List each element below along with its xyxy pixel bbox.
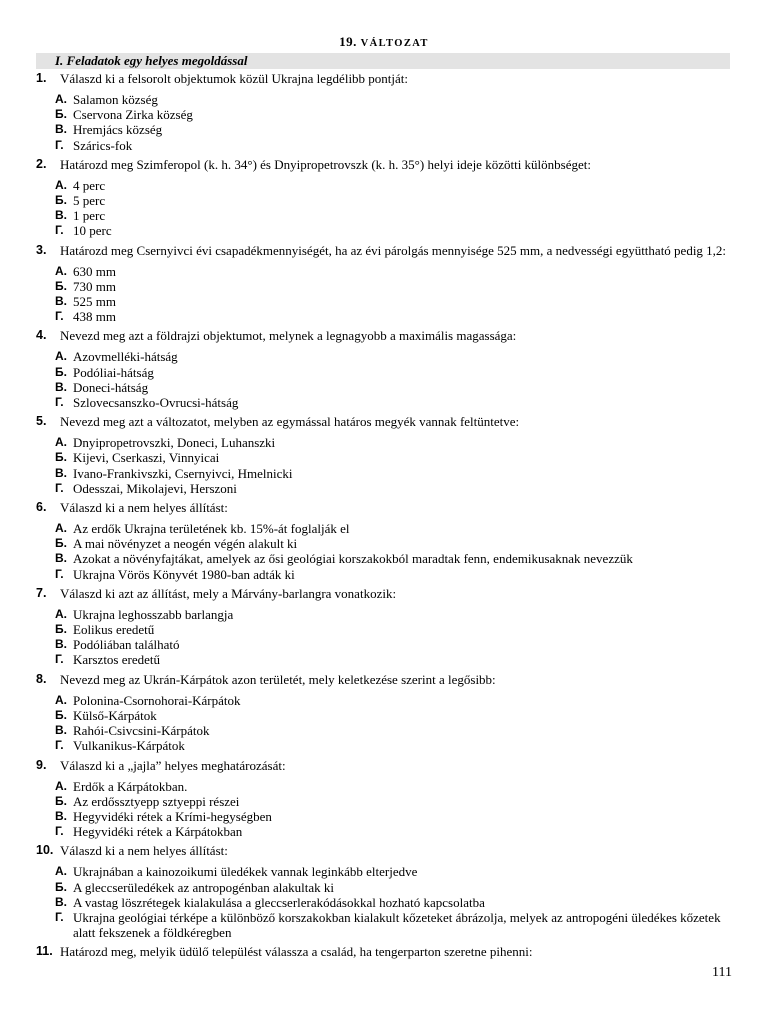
answer-option — [36, 92, 736, 107]
option-letter: В. — [55, 379, 67, 394]
answer-option — [36, 279, 736, 294]
answer-options — [36, 521, 736, 582]
variant-number: 19. — [339, 34, 357, 49]
answer-option — [36, 450, 736, 465]
option-letter: Г. — [55, 223, 64, 238]
option-text: Hegyvidéki rétek a Krími-hegységben — [73, 808, 272, 824]
answer-option — [36, 637, 736, 652]
option-text: Az erdőssztyepp sztyeppi részei — [73, 793, 240, 809]
answer-option — [36, 122, 736, 137]
question-row — [36, 843, 736, 858]
question-row — [36, 243, 736, 258]
question-item — [36, 944, 736, 959]
option-letter: А. — [55, 177, 67, 192]
question-text: Határozd meg, melyik üdülő települést válassza a család, ha tengerparton szeretne pihenni: — [60, 944, 533, 960]
option-text: Azokat a növényfajtákat, amelyek az ősi geológiai korszakokból maradtak fenn, endemikusaknak nevezzük — [73, 551, 633, 567]
option-text: Odesszai, Mikolajevi, Herszoni — [73, 480, 237, 496]
option-letter: А. — [55, 778, 67, 793]
answer-option — [36, 435, 736, 450]
option-letter: Б. — [55, 622, 67, 637]
answer-option — [36, 880, 736, 895]
question-text: Nevezd meg azt a változatot, melyben az egymással határos megyék vannak feltüntetve: — [60, 414, 520, 430]
answer-option — [36, 208, 736, 223]
option-text: 10 perc — [73, 223, 112, 239]
question-number: 11. — [36, 944, 53, 959]
question-number: 10. — [36, 843, 54, 858]
question-number: 1. — [36, 71, 47, 85]
question-list — [36, 71, 736, 965]
option-text: Doneci-hátság — [73, 379, 149, 395]
question-number: 2. — [36, 156, 47, 171]
option-letter: Б. — [55, 536, 67, 551]
section-heading: I. Feladatok egy helyes megoldással — [36, 53, 730, 69]
answer-options — [36, 264, 736, 325]
question-text: Válaszd ki azt az állítást, mely a Márvány-barlangra vonatkozik: — [60, 585, 397, 601]
question-item — [36, 157, 736, 239]
answer-option — [36, 864, 736, 879]
answer-option — [36, 521, 736, 536]
answer-option — [36, 178, 736, 193]
option-letter: Г. — [55, 480, 64, 495]
option-text: Ukrajnában a kainozoikumi üledékek vannak leginkább elterjedve — [73, 864, 418, 880]
question-row — [36, 586, 736, 601]
option-text: 525 mm — [73, 294, 116, 310]
option-text: A gleccserüledékek az antropogénban alakultak ki — [73, 879, 334, 895]
option-text: Polonina-Csornohorai-Kárpátok — [73, 692, 241, 708]
answer-option — [36, 365, 736, 380]
option-letter: Б. — [55, 793, 67, 808]
option-text: Ukrajna geológiai térképe a különböző korszakokban kialakult kőzeteket ábrázolja, melyek az antropogéni üledékes kőzetek alatt fekszenek a földkéregben — [73, 909, 721, 941]
answer-options — [36, 779, 736, 840]
option-text: 730 mm — [73, 278, 116, 294]
answer-options — [36, 178, 736, 239]
answer-option — [36, 652, 736, 667]
answer-option — [36, 693, 736, 708]
option-text: Hegyvidéki rétek a Kárpátokban — [73, 824, 243, 840]
option-letter: В. — [55, 723, 67, 738]
answer-option — [36, 138, 736, 153]
answer-option — [36, 466, 736, 481]
answer-option — [36, 824, 736, 839]
answer-option — [36, 910, 736, 940]
answer-option — [36, 309, 736, 324]
question-item — [36, 758, 736, 840]
option-letter: А. — [55, 864, 67, 879]
option-text: Salamon község — [73, 92, 158, 107]
option-letter: Б. — [55, 193, 67, 208]
option-letter: В. — [55, 808, 67, 823]
answer-options — [36, 864, 736, 940]
option-letter: Б. — [55, 879, 67, 894]
question-row — [36, 944, 736, 959]
answer-option — [36, 107, 736, 122]
option-letter: В. — [55, 551, 67, 566]
question-row — [36, 328, 736, 343]
answer-option — [36, 723, 736, 738]
question-row — [36, 672, 736, 687]
option-letter: Б. — [55, 364, 67, 379]
question-number: 3. — [36, 242, 47, 257]
option-text: A mai növényzet a neogén végén alakult ki — [73, 536, 298, 552]
option-letter: В. — [55, 122, 67, 137]
question-number: 5. — [36, 414, 47, 429]
option-text: A vastag löszrétegek kialakulása a gleccserlerakódásokkal hozható kapcsolatba — [73, 894, 485, 910]
option-text: 630 mm — [73, 263, 116, 279]
question-item — [36, 328, 736, 410]
option-text: Azovmelléki-hátság — [73, 349, 178, 365]
question-item — [36, 500, 736, 582]
answer-option — [36, 607, 736, 622]
option-letter: В. — [55, 294, 67, 309]
variant-word: VÁLTOZAT — [360, 38, 429, 49]
option-text: Podóliai-hátság — [73, 364, 154, 380]
answer-option — [36, 294, 736, 309]
answer-option — [36, 481, 736, 496]
answer-option — [36, 223, 736, 238]
option-text: Kijevi, Cserkaszi, Vinnyicai — [73, 450, 220, 466]
option-text: 1 perc — [73, 208, 106, 224]
question-text: Válaszd ki a nem helyes állítást: — [60, 500, 228, 516]
answer-option — [36, 349, 736, 364]
option-text: 4 perc — [73, 177, 106, 193]
option-text: Cservona Zirka község — [73, 107, 193, 123]
question-number: 4. — [36, 328, 47, 343]
question-item — [36, 586, 736, 668]
answer-options — [36, 607, 736, 668]
option-text: 438 mm — [73, 309, 116, 325]
question-item — [36, 243, 736, 325]
option-text: Az erdők Ukrajna területének kb. 15%-át foglalják el — [73, 521, 350, 537]
option-letter: А. — [55, 606, 67, 621]
option-text: Ukrajna Vörös Könyvét 1980-ban adták ki — [73, 566, 295, 582]
option-letter: А. — [55, 349, 67, 364]
option-text: Ukrajna leghosszabb barlangja — [73, 606, 234, 622]
answer-option — [36, 551, 736, 566]
answer-option — [36, 794, 736, 809]
question-number: 7. — [36, 585, 47, 600]
question-text: Válaszd ki a felsorolt objektumok közül Ukrajna legdélibb pontját: — [60, 71, 409, 86]
question-row — [36, 500, 736, 515]
option-text: Szlovecsanszko-Ovrucsi-hátság — [73, 395, 239, 411]
answer-option — [36, 809, 736, 824]
question-row — [36, 758, 736, 773]
answer-options — [36, 435, 736, 496]
question-item — [36, 71, 736, 153]
question-item — [36, 414, 736, 496]
question-text: Határozd meg Szimferopol (k. h. 34°) és Dnyipropetrovszk (k. h. 35°) helyi ideje közötti különbséget: — [60, 156, 591, 172]
option-letter: Б. — [55, 450, 67, 465]
answer-option — [36, 779, 736, 794]
option-letter: В. — [55, 637, 67, 652]
option-text: Külső-Kárpátok — [73, 707, 157, 723]
page-number: 111 — [712, 965, 732, 980]
answer-options — [36, 349, 736, 410]
page-title — [0, 34, 768, 50]
option-letter: Б. — [55, 278, 67, 293]
answer-options — [36, 92, 736, 153]
question-item — [36, 843, 736, 940]
option-text: Eolikus eredetű — [73, 622, 155, 638]
option-letter: Г. — [55, 309, 64, 324]
option-letter: В. — [55, 208, 67, 223]
option-text: Ivano-Frankivszki, Csernyivci, Hmelnicki — [73, 465, 293, 481]
question-text: Válaszd ki a nem helyes állítást: — [60, 843, 228, 859]
answer-option — [36, 708, 736, 723]
answer-option — [36, 738, 736, 753]
question-number: 6. — [36, 500, 47, 515]
answer-option — [36, 193, 736, 208]
option-text: Karsztos eredetű — [73, 652, 160, 668]
option-text: Rahói-Csivcsini-Kárpátok — [73, 723, 210, 739]
option-letter: Г. — [55, 137, 64, 152]
question-number: 9. — [36, 757, 47, 772]
answer-option — [36, 622, 736, 637]
option-letter: А. — [55, 692, 67, 707]
question-row — [36, 71, 736, 86]
option-letter: А. — [55, 521, 67, 536]
question-text: Határozd meg Csernyivci évi csapadékmennyiségét, ha az évi párolgás mennyisége 525 mm, a nedvességi együttható pedig 1,2: — [60, 242, 727, 258]
option-letter: Г. — [55, 395, 64, 410]
answer-option — [36, 536, 736, 551]
option-letter: Б. — [55, 107, 67, 122]
option-letter: Г. — [55, 824, 64, 839]
option-letter: А. — [55, 263, 67, 278]
question-item — [36, 672, 736, 754]
option-letter: А. — [55, 92, 67, 106]
answer-option — [36, 395, 736, 410]
option-text: Dnyipropetrovszki, Doneci, Luhanszki — [73, 435, 276, 451]
option-letter: Б. — [55, 707, 67, 722]
option-text: Podóliában található — [73, 637, 180, 653]
option-text: Erdők a Kárpátokban. — [73, 778, 188, 794]
question-text: Válaszd ki a „jajla” helyes meghatározását: — [60, 757, 286, 773]
answer-option — [36, 895, 736, 910]
option-letter: В. — [55, 894, 67, 909]
option-letter: Г. — [55, 566, 64, 581]
option-letter: Г. — [55, 909, 64, 924]
option-letter: Г. — [55, 652, 64, 667]
answer-options — [36, 693, 736, 754]
question-number: 8. — [36, 671, 47, 686]
option-text: Vulkanikus-Kárpátok — [73, 738, 185, 754]
option-letter: Г. — [55, 738, 64, 753]
question-text: Nevezd meg azt a földrajzi objektumot, melynek a legnagyobb a maximális magassága: — [60, 328, 517, 344]
option-text: 5 perc — [73, 193, 106, 209]
answer-option — [36, 380, 736, 395]
question-text: Nevezd meg az Ukrán-Kárpátok azon területét, mely keletkezése szerint a legősibb: — [60, 671, 496, 687]
question-row — [36, 414, 736, 429]
option-letter: А. — [55, 435, 67, 450]
option-letter: В. — [55, 465, 67, 480]
answer-option — [36, 567, 736, 582]
answer-option — [36, 264, 736, 279]
question-row — [36, 157, 736, 172]
option-text: Hremjács község — [73, 122, 163, 138]
option-text: Szárics-fok — [73, 137, 133, 153]
